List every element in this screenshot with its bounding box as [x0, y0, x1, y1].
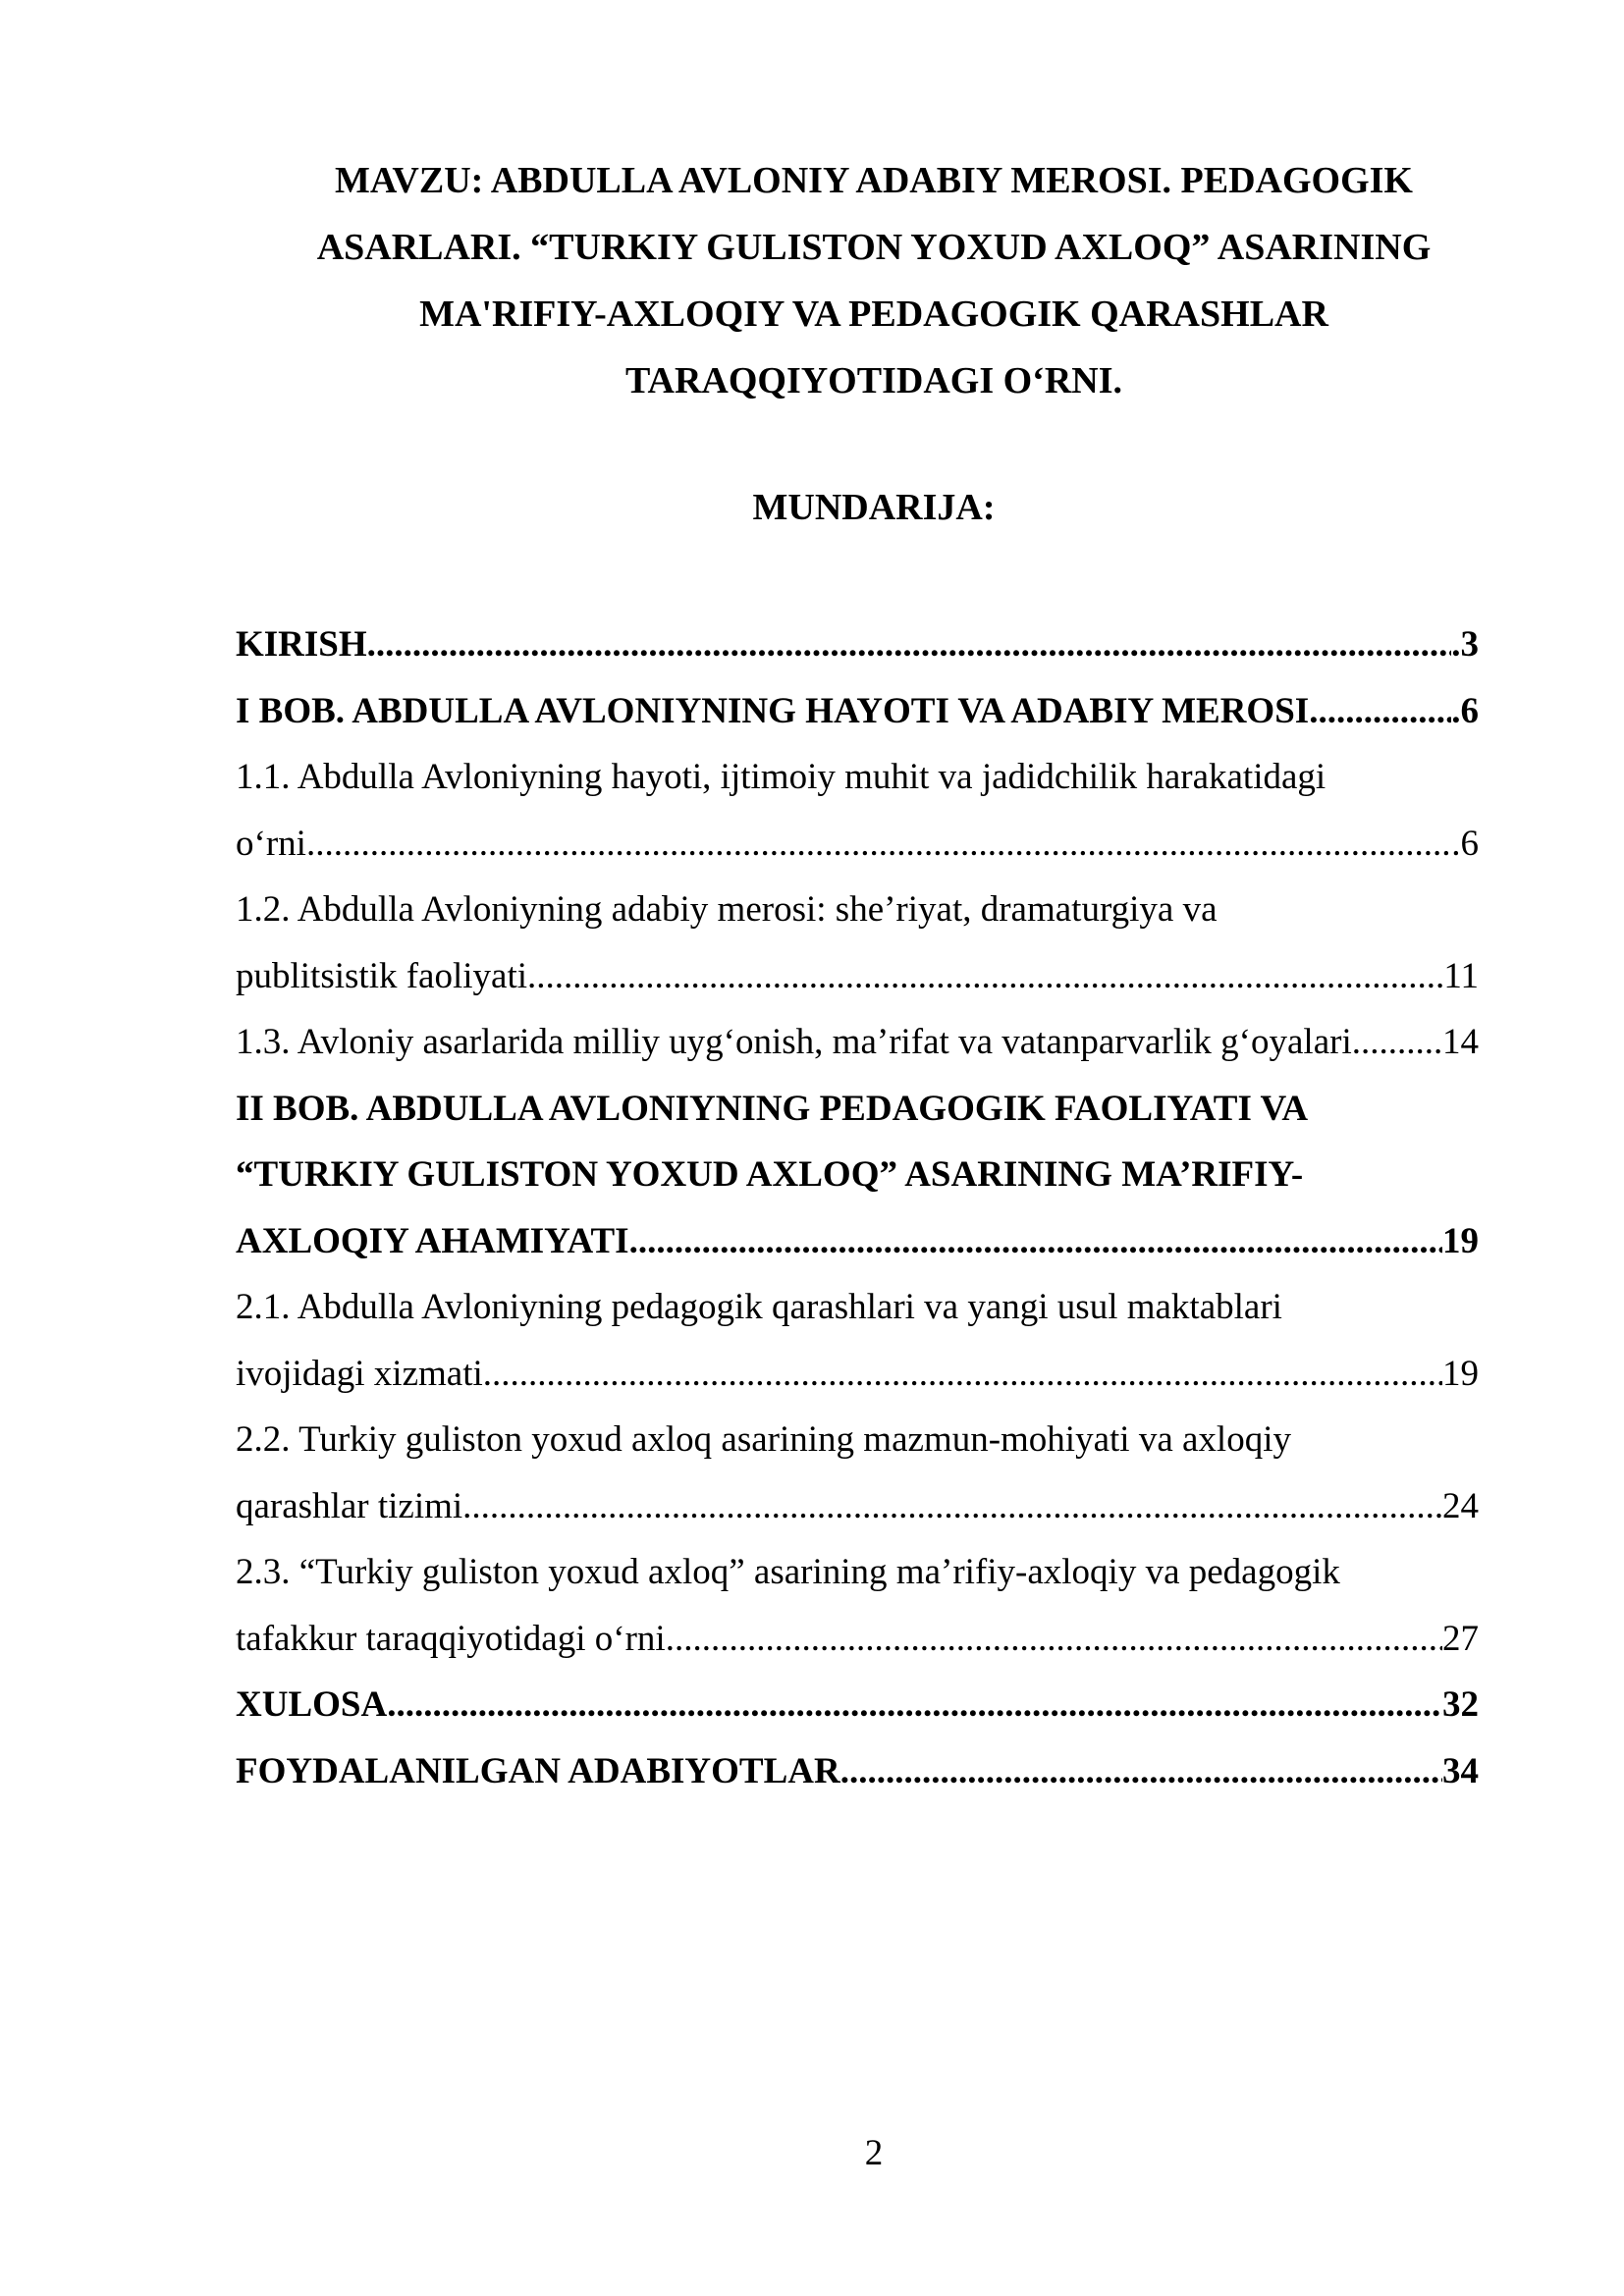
- toc-page-number: .6: [1451, 690, 1479, 731]
- toc-dot-leader: [840, 1738, 1442, 1805]
- toc-dot-leader: [666, 1606, 1442, 1673]
- toc-dot-leader: [483, 1341, 1442, 1408]
- toc-dot-leader: [1309, 678, 1451, 745]
- document-title: [265, 147, 1483, 414]
- toc-entry-last-line: [236, 1341, 1479, 1408]
- toc-entry[interactable]: [236, 1672, 1479, 1738]
- toc-page-number: 27: [1442, 1618, 1479, 1659]
- page-number: 2: [864, 2133, 884, 2173]
- toc-entry[interactable]: [236, 612, 1479, 678]
- toc-entry-text-line: 2.1. Abdulla Avloniyning pedagogik qarashlari va yangi usul maktablari: [236, 1287, 1282, 1327]
- toc-entry[interactable]: [236, 1539, 1479, 1672]
- title-line: MAVZU: ABDULLA AVLONIY ADABIY MEROSI. PEDAGOGIK: [335, 160, 1413, 201]
- toc-entry-title: FOYDALANILGAN ADABIYOTLAR: [236, 1750, 840, 1791]
- toc-entry[interactable]: [236, 1009, 1479, 1076]
- toc-entry-last-line: [236, 811, 1479, 878]
- toc-dot-leader: [629, 1208, 1442, 1275]
- toc-entry-title: qarashlar tizimi: [236, 1485, 463, 1526]
- toc-page-number: .6: [1451, 823, 1479, 864]
- toc-entry-title: o‘rni: [236, 823, 306, 864]
- toc-entry[interactable]: [236, 1407, 1479, 1539]
- table-of-contents-heading: MUNDARIJA:: [752, 487, 996, 528]
- toc-entry-last-line: [236, 612, 1479, 678]
- toc-entry-last-line: [236, 943, 1479, 1010]
- toc-entry-text-line: 2.2. Turkiy guliston yoxud axloq asarining mazmun-mohiyati va axloqiy: [236, 1419, 1291, 1460]
- toc-page-number: 34: [1442, 1750, 1479, 1791]
- title-line: MA'RIFIY-AXLOQIY VA PEDAGOGIK QARASHLAR: [419, 294, 1328, 335]
- toc-entry[interactable]: [236, 678, 1479, 745]
- toc-entry[interactable]: [236, 877, 1479, 1009]
- toc-entry-text-line: 2.3. “Turkiy guliston yoxud axloq” asarining ma’rifiy-axloqiy va pedagogik: [236, 1552, 1340, 1592]
- toc-dot-leader: [1352, 1009, 1442, 1076]
- toc-entry-text-line: II BOB. ABDULLA AVLONIYNING PEDAGOGIK FAOLIYATI VA: [236, 1088, 1309, 1129]
- toc-page-number: .3: [1451, 624, 1479, 665]
- toc-entry-last-line: [236, 1473, 1479, 1540]
- toc-entry-title: KIRISH: [236, 624, 367, 665]
- toc-dot-leader: [387, 1672, 1442, 1738]
- toc-dot-leader: [367, 612, 1452, 678]
- toc-entry-title: ivojidagi xizmati: [236, 1353, 483, 1394]
- toc-entry-title: I BOB. ABDULLA AVLONIYNING HAYOTI VA ADABIY MEROSI: [236, 690, 1310, 731]
- toc-page-number: 32: [1442, 1684, 1479, 1725]
- toc-page-number: 24: [1442, 1485, 1479, 1526]
- toc-entry[interactable]: [236, 1274, 1479, 1407]
- toc-page-number: 14: [1442, 1022, 1479, 1062]
- table-of-contents: [236, 612, 1479, 1804]
- toc-dot-leader: [527, 943, 1443, 1010]
- toc-entry-last-line: [236, 1738, 1479, 1805]
- toc-entry-text-line: 1.1. Abdulla Avloniyning hayoti, ijtimoiy muhit va jadidchilik harakatidagi: [236, 757, 1326, 797]
- toc-entry[interactable]: [236, 744, 1479, 877]
- toc-page-number: 11: [1443, 955, 1479, 996]
- toc-entry-last-line: [236, 1672, 1479, 1738]
- toc-entry-title: XULOSA: [236, 1684, 388, 1725]
- toc-entry-title: AXLOQIY AHAMIYATI: [236, 1220, 629, 1261]
- toc-entry[interactable]: [236, 1076, 1479, 1275]
- toc-entry-last-line: [236, 1208, 1479, 1275]
- toc-entry-text-line: “TURKIY GULISTON YOXUD AXLOQ” ASARINING MA’RIFIY-: [236, 1154, 1304, 1195]
- toc-entry-last-line: [236, 678, 1479, 745]
- title-line: TARAQQIYOTIDAGI O‘RNI.: [624, 360, 1122, 401]
- toc-entry-title: 1.3. Avloniy asarlarida milliy uyg‘onish, ma’rifat va vatanparvarlik g‘oyalari: [236, 1022, 1352, 1062]
- toc-dot-leader: [462, 1473, 1442, 1540]
- toc-page-number: 19: [1442, 1220, 1479, 1261]
- toc-entry-text-line: 1.2. Abdulla Avloniyning adabiy merosi: she’riyat, dramaturgiya va: [236, 889, 1218, 930]
- toc-entry[interactable]: [236, 1738, 1479, 1805]
- toc-entry-title: publitsistik faoliyati: [236, 955, 528, 996]
- toc-entry-title: tafakkur taraqqiyotidagi o‘rni: [236, 1618, 666, 1659]
- title-line: ASARLARI. “TURKIY GULISTON YOXUD AXLOQ” ASARINING: [316, 227, 1432, 268]
- toc-entry-last-line: [236, 1009, 1479, 1076]
- toc-entry-last-line: [236, 1606, 1479, 1673]
- toc-page-number: 19: [1442, 1353, 1479, 1394]
- toc-dot-leader: [306, 811, 1451, 878]
